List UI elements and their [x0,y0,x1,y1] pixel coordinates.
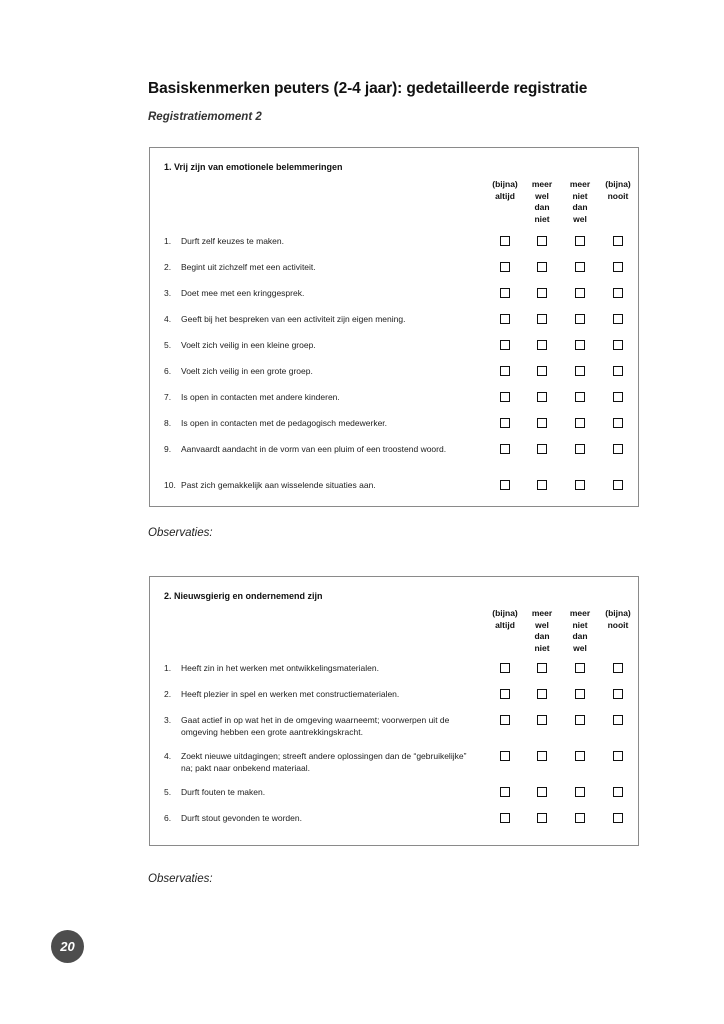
page-number-badge: 20 [51,930,84,963]
rating-checkbox[interactable] [575,751,585,761]
rating-checkbox[interactable] [537,340,547,350]
item-number: 2. [164,262,172,272]
column-header: (bijna) nooit [605,608,631,630]
page-subtitle: Registratiemoment 2 [148,111,262,123]
rating-checkbox[interactable] [575,340,585,350]
rating-checkbox[interactable] [613,314,623,324]
rating-checkbox[interactable] [537,715,547,725]
rating-checkbox[interactable] [613,480,623,490]
section-box-2 [149,576,639,846]
item-text: Geeft bij het bespreken van een activiteit zijn eigen mening. [181,314,406,324]
observations-label-2: Observaties: [148,873,213,885]
item-number: 8. [164,418,172,428]
rating-checkbox[interactable] [537,813,547,823]
item-number: 10. [164,480,176,490]
rating-checkbox[interactable] [575,787,585,797]
column-header: (bijna) nooit [605,179,631,201]
rating-checkbox[interactable] [575,663,585,673]
rating-checkbox[interactable] [613,288,623,298]
rating-checkbox[interactable] [613,787,623,797]
item-text: Zoekt nieuwe uitdagingen; streeft andere oplossingen dan de “gebruikelijke” na; pakt naar onbekend materiaal. [181,751,467,773]
rating-checkbox[interactable] [537,262,547,272]
rating-checkbox[interactable] [500,314,510,324]
column-header: meer wel dan niet [531,608,553,653]
rating-checkbox[interactable] [613,262,623,272]
rating-checkbox[interactable] [613,663,623,673]
rating-checkbox[interactable] [500,366,510,376]
column-header: meer wel dan niet [531,179,553,224]
rating-checkbox[interactable] [575,366,585,376]
column-header: meer niet dan wel [569,608,591,653]
item-text: Voelt zich veilig in een grote groep. [181,366,313,376]
item-number: 5. [164,787,172,797]
rating-checkbox[interactable] [575,813,585,823]
rating-checkbox[interactable] [537,392,547,402]
item-text: Begint uit zichzelf met een activiteit. [181,262,316,272]
section-box-1 [149,147,639,507]
rating-checkbox[interactable] [613,340,623,350]
item-text: Is open in contacten met de pedagogisch medewerker. [181,418,388,428]
rating-checkbox[interactable] [500,663,510,673]
item-number: 7. [164,392,172,402]
rating-checkbox[interactable] [613,236,623,246]
rating-checkbox[interactable] [575,236,585,246]
rating-checkbox[interactable] [575,288,585,298]
rating-checkbox[interactable] [575,262,585,272]
rating-checkbox[interactable] [500,418,510,428]
item-text: Durft fouten te maken. [181,787,266,797]
item-text: Durft stout gevonden te worden. [181,813,302,823]
observations-label-1: Observaties: [148,527,213,539]
rating-checkbox[interactable] [575,418,585,428]
item-text: Durft zelf keuzes te maken. [181,236,284,246]
item-text: Voelt zich veilig in een kleine groep. [181,340,316,350]
item-text: Heeft plezier in spel en werken met constructiematerialen. [181,689,400,699]
item-number: 9. [164,444,172,454]
rating-checkbox[interactable] [537,787,547,797]
rating-checkbox[interactable] [500,751,510,761]
rating-checkbox[interactable] [500,288,510,298]
rating-checkbox[interactable] [613,689,623,699]
rating-checkbox[interactable] [575,689,585,699]
rating-checkbox[interactable] [613,418,623,428]
rating-checkbox[interactable] [613,751,623,761]
item-text: Gaat actief in op wat het in de omgeving waarneemt; voorwerpen uit de omgeving hebben een grote aantrekkingskracht. [181,715,450,737]
rating-checkbox[interactable] [537,663,547,673]
item-number: 6. [164,813,172,823]
rating-checkbox[interactable] [575,392,585,402]
item-text: Heeft zin in het werken met ontwikkelingsmaterialen. [181,663,379,673]
rating-checkbox[interactable] [500,715,510,725]
item-number: 3. [164,715,172,725]
rating-checkbox[interactable] [537,288,547,298]
rating-checkbox[interactable] [500,480,510,490]
rating-checkbox[interactable] [613,366,623,376]
rating-checkbox[interactable] [500,392,510,402]
rating-checkbox[interactable] [537,236,547,246]
rating-checkbox[interactable] [575,715,585,725]
rating-checkbox[interactable] [575,480,585,490]
rating-checkbox[interactable] [537,444,547,454]
rating-checkbox[interactable] [500,689,510,699]
rating-checkbox[interactable] [613,444,623,454]
column-header: meer niet dan wel [569,179,591,224]
item-number: 5. [164,340,172,350]
page-title: Basiskenmerken peuters (2-4 jaar): gedetailleerde registratie [148,80,588,97]
item-text: Aanvaardt aandacht in de vorm van een pluim of een troostend woord. [181,444,447,454]
rating-checkbox[interactable] [500,444,510,454]
item-text: Past zich gemakkelijk aan wisselende situaties aan. [181,480,376,490]
rating-checkbox[interactable] [500,787,510,797]
rating-checkbox[interactable] [500,813,510,823]
rating-checkbox[interactable] [575,314,585,324]
rating-checkbox[interactable] [613,392,623,402]
item-number: 3. [164,288,172,298]
section-title: 2. Nieuwsgierig en ondernemend zijn [164,591,323,601]
item-text: Is open in contacten met andere kinderen. [181,392,340,402]
item-number: 6. [164,366,172,376]
rating-checkbox[interactable] [500,236,510,246]
rating-checkbox[interactable] [537,480,547,490]
rating-checkbox[interactable] [613,813,623,823]
item-number: 4. [164,314,172,324]
rating-checkbox[interactable] [613,715,623,725]
item-number: 1. [164,236,172,246]
item-number: 1. [164,663,172,673]
rating-checkbox[interactable] [537,751,547,761]
rating-checkbox[interactable] [537,314,547,324]
item-number: 2. [164,689,172,699]
item-text: Doet mee met een kringgesprek. [181,288,305,298]
rating-checkbox[interactable] [500,262,510,272]
section-title: 1. Vrij zijn van emotionele belemmeringen [164,162,343,172]
rating-checkbox[interactable] [537,418,547,428]
column-header: (bijna) altijd [492,179,518,201]
rating-checkbox[interactable] [575,444,585,454]
item-number: 4. [164,751,172,761]
rating-checkbox[interactable] [537,689,547,699]
rating-checkbox[interactable] [500,340,510,350]
rating-checkbox[interactable] [537,366,547,376]
column-header: (bijna) altijd [492,608,518,630]
